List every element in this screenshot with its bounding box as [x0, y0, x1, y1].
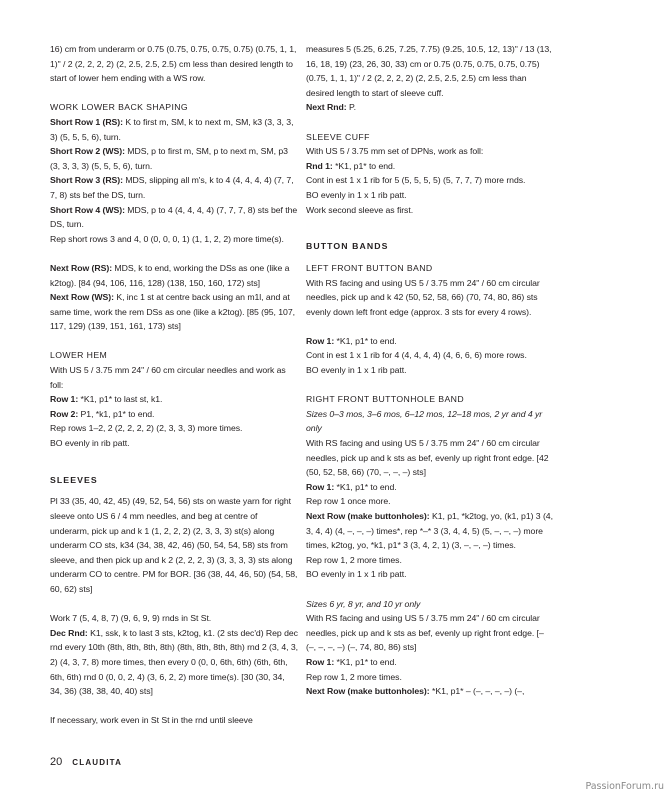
right-band-row-1-label: Row 1:: [306, 481, 335, 492]
lower-hem-row-2-text: P1, *k1, p1* to end.: [78, 408, 155, 419]
button-bands-heading: BUTTON BANDS: [306, 241, 389, 252]
dec-round: [50, 626, 298, 699]
lower-hem-row-1-label: Row 1:: [50, 394, 79, 405]
lower-hem-heading: LOWER HEM: [50, 350, 108, 361]
next-row-ws-label: Next Row (WS):: [50, 292, 114, 303]
short-row-2-label: Short Row 2 (WS):: [50, 146, 125, 157]
lower-hem-row-2: [50, 407, 298, 422]
short-row-3-text: MDS, slipping all m's, k to 4 (4, 4, 4, 4) (7, 7, 7, 8) sts bef the DS, turn.: [50, 175, 294, 200]
next-row-ws-text: K, inc 1 st at centre back using an m1l, and at same time, work the rem DSs as one (like a k2tog). [85 (95, 107, 117, 129) (139, 151, 161, 173) sts]: [50, 292, 295, 332]
sizes-group-1: [306, 407, 554, 436]
short-row-4: [50, 203, 298, 232]
lower-hem-repeat: Rep rows 1–2, 2 (2, 2, 2, 2) (2, 3, 3, 3) more times.: [50, 423, 243, 434]
buttonhole-row-label: Next Row (make buttonholes):: [306, 511, 430, 521]
next-round-label: Next Rnd:: [306, 102, 347, 113]
right-band-2-row-1-label: Row 1:: [306, 656, 335, 667]
next-row-ws: [50, 290, 298, 334]
short-row-4-label: Short Row 4 (WS):: [50, 204, 125, 215]
lower-hem-row-1-text: *K1, p1* to last st, k1.: [78, 394, 163, 405]
next-row-rs-text: MDS, k to end, working the DSs as one (like a k2tog). [84 (94, 106, 116, 128) (138, 150, 160, 172) sts]: [50, 262, 290, 288]
sleeve-cuff-round-1-text: *K1, p1* to end.: [332, 160, 396, 171]
sizes-group-2-text: Sizes 6 yr, 8 yr, and 10 yr only: [306, 598, 421, 609]
buttonhole-row: [306, 509, 554, 553]
measures-paragraph: measures 5 (5.25, 6.25, 7.25, 7.75) (9.25, 10.5, 12, 13)" / 13 (13, 16, 18, 19) (23, 26, 30, 33) cm or 0.75 (0.75, 0.75, 0.75, 0.75) (0.75, 1, 1, 1)" / 2 (2, 2, 2, 2) (2, 2.5, 2.5, 2.5) cm less than desired length to start of sleeve cuff.: [306, 44, 552, 98]
work-lower-back-shaping-heading: WORK LOWER BACK SHAPING: [50, 102, 189, 113]
right-band-row-1: [306, 480, 554, 495]
sleeves-heading: SLEEVES: [50, 474, 98, 485]
right-band-intro-2: With RS facing and using US 5 / 3.75 mm 24" / 60 cm circular needles, pick up and k sts as bef, evenly up right front edge. [– (–, –, –, –) (–, 74, 80, 86) sts]: [306, 613, 544, 653]
lower-hem-intro: With US 5 / 3.75 mm 24" / 60 cm circular needles and work as foll:: [50, 365, 286, 390]
right-band-row-1-text: *K1, p1* to end.: [334, 481, 397, 492]
right-band-repeat-once: Rep row 1 once more.: [306, 496, 391, 507]
short-row-3: [50, 173, 298, 202]
right-band-2-row-1: [306, 655, 554, 670]
sleeve-cuff-bind-off: BO evenly in 1 x 1 rib patt.: [306, 189, 407, 200]
buttonhole-row-text: K1, p1, *k2tog, yo, (k1, p1) 3 (4, 3, 4, 4) (4, –, –, –) times*, rep *–* 3 (3, 4, 4, 5) (5, –, –, –) more times, k2tog, yo, *k1, p1* 3 (3, 4, 2, 1) (3, –, –, –) times.: [306, 511, 553, 551]
left-band-bind-off: BO evenly in 1 x 1 rib patt.: [306, 365, 407, 376]
right-band-intro-1: With RS facing and using US 5 / 3.75 mm 24" / 60 cm circular needles, pick up and k sts as bef, evenly up right front edge. [42 (50, 52, 58, 66) (70, –, –, –) sts]: [306, 438, 549, 478]
sleeve-cuff-round-1-label: Rnd 1:: [306, 160, 333, 171]
short-row-4-text: MDS, p to 4 (4, 4, 4, 4) (7, 7, 7, 8) sts bef the DS, turn.: [50, 204, 298, 230]
lower-hem-bind-off: BO evenly in rib patt.: [50, 438, 130, 449]
right-band-2-row-1-text: *K1, p1* to end.: [334, 656, 397, 667]
left-front-button-band-heading: LEFT FRONT BUTTON BAND: [306, 262, 433, 273]
next-row-rs: [50, 261, 298, 290]
left-column: [50, 42, 298, 728]
next-round: [306, 100, 554, 115]
buttonhole-row-2-label: Next Row (make buttonholes):: [306, 686, 430, 697]
sizes-group-1-text: Sizes 0–3 mos, 3–6 mos, 6–12 mos, 12–18 mos, 2 yr and 4 yr only: [306, 408, 543, 434]
repeat-short-rows: Rep short rows 3 and 4, 0 (0, 0, 0, 1) (1, 1, 2, 2) more time(s).: [50, 233, 284, 244]
intro-paragraph: 16) cm from underarm or 0.75 (0.75, 0.75, 0.75, 0.75) (0.75, 1, 1, 1)" / 2 (2, 2, 2, 2) (2, 2.5, 2.5, 2.5) cm less than desired length to start of lower hem ending with a WS row.: [50, 44, 297, 84]
next-row-rs-label: Next Row (RS):: [50, 262, 113, 273]
buttonhole-row-2: [306, 684, 554, 699]
sleeves-paragraph: Pl 33 (35, 40, 42, 45) (49, 52, 54, 56) sts on waste yarn for right sleeve onto US 6 / 4 mm needles, and beg at centre of underarm, pick up and k 1 (1, 2, 2, 2) (2, 3, 3, 3) st(s) along underarm CO sts, k34 (34, 38, 42, 46) (50, 54, 54, 58) sts from sleeve, and then pick up and k 2 (2, 2, 2, 3) (3, 3, 3, 3) sts along underarm CO to centre. PM for BOR. [36 (38, 44, 46, 50) (54, 58, 60, 62) sts]: [50, 496, 298, 594]
brand-name: CLAUDITA: [72, 758, 123, 767]
left-band-row-1-text: *K1, p1* to end.: [334, 335, 397, 346]
sleeve-cuff-continue: Cont in est 1 x 1 rib for 5 (5, 5, 5, 5) (5, 7, 7, 7) more rnds.: [306, 175, 526, 186]
short-row-1-text: K to first m, SM, k to next m, SM, k3 (3, 3, 3, 3) (5, 5, 5, 6), turn.: [50, 116, 294, 142]
sleeve-cuff-heading: SLEEVE CUFF: [306, 131, 370, 142]
left-band-row-1: [306, 334, 554, 349]
right-band-2-repeat: Rep row 1, 2 more times.: [306, 671, 402, 682]
left-band-intro: With RS facing and using US 5 / 3.75 mm 24" / 60 cm circular needles, pick up and k 42 (50, 52, 58, 66) (70, 74, 80, 86) sts evenly down left front edge (approx. 3 sts for every 4 rows).: [306, 277, 540, 317]
left-band-continue: Cont in est 1 x 1 rib for 4 (4, 4, 4, 4) (4, 6, 6, 6) more rows.: [306, 350, 527, 361]
buttonhole-row-2-text: *K1, p1* – (–, –, –, –) (–,: [429, 686, 525, 697]
sleeve-cuff-intro: With US 5 / 3.75 mm set of DPNs, work as foll:: [306, 146, 484, 157]
right-band-bind-off: BO evenly in 1 x 1 rib patt.: [306, 569, 407, 580]
second-sleeve-text: Work second sleeve as first.: [306, 204, 414, 215]
sizes-group-2: [306, 597, 554, 612]
lower-hem-row-1: [50, 392, 298, 407]
right-front-buttonhole-band-heading: RIGHT FRONT BUTTONHOLE BAND: [306, 394, 465, 405]
short-row-2-text: MDS, p to first m, SM, p to next m, SM, p3 (3, 3, 3, 3) (5, 5, 5, 6), turn.: [50, 146, 288, 171]
right-column: [306, 42, 554, 699]
if-necessary-text: If necessary, work even in St St in the rnd until sleeve: [50, 715, 253, 726]
short-row-3-label: Short Row 3 (RS):: [50, 175, 123, 186]
lower-hem-row-2-label: Row 2:: [50, 408, 79, 419]
next-round-text: P.: [346, 102, 356, 113]
right-band-repeat-twice: Rep row 1, 2 more times.: [306, 554, 402, 565]
watermark: PassionForum.ru: [585, 781, 664, 792]
short-row-1-label: Short Row 1 (RS):: [50, 116, 123, 127]
left-band-row-1-label: Row 1:: [306, 335, 335, 346]
dec-round-text: K1, ssk, k to last 3 sts, k2tog, k1. (2 sts dec'd) Rep dec rnd every 10th (8th, 8th, 8th, 8th) (8th, 8th, 8th, 8th) rnd 2 (3, 4, 3, 2) (4, 3, 7, 8) more times, then every 0 (0, 0, 6th, 6th) (6th, 6th, 6th, 6th) rnd 0 (0, 0, 2, 4) (3, 6, 2, 2) more time(s). [30 (30, 34, 34, 36) (38, 38, 40, 40) sts]: [50, 627, 298, 697]
page-footer: [50, 756, 122, 768]
short-row-2: [50, 144, 298, 173]
page-number: 20: [50, 756, 63, 768]
sleeve-cuff-round-1: [306, 159, 554, 174]
short-row-1: [50, 115, 298, 144]
sleeves-work-st-st: Work 7 (5, 4, 8, 7) (9, 6, 9, 9) rnds in St St.: [50, 613, 212, 624]
dec-round-label: Dec Rnd:: [50, 627, 88, 638]
